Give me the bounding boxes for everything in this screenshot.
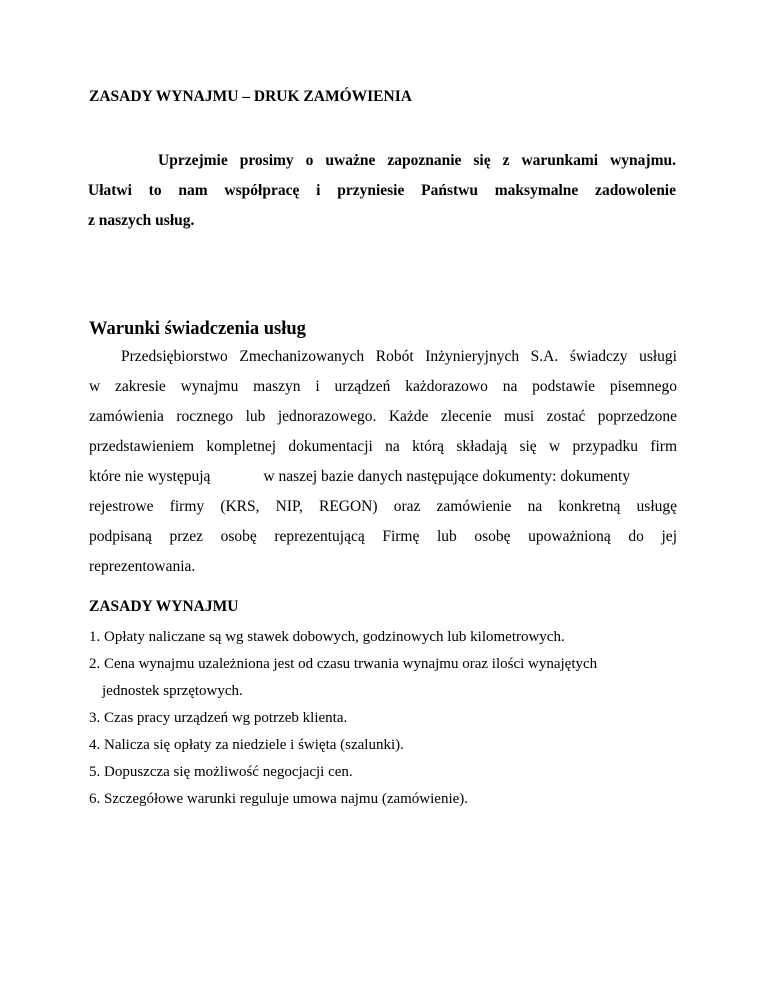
rule-item: [89, 651, 709, 705]
paragraph-line: zamówienia rocznego lub jednorazowego. Każde zlecenie musi zostać poprzedzone: [89, 408, 677, 425]
rule-item: 4. Nalicza się opłaty za niedziele i święta (szalunki).: [89, 737, 404, 753]
rule-item: 3. Czas pracy urządzeń wg potrzeb klienta.: [89, 710, 348, 726]
paragraph-line: rejestrowe firmy (KRS, NIP, REGON) oraz zamówienie na konkretną usługę: [89, 498, 677, 515]
paragraph-line-part: które nie występują: [89, 468, 211, 485]
rules-list: [89, 624, 709, 813]
conditions-heading: Warunki świadczenia usług: [89, 319, 306, 339]
intro-line: Uprzejmie prosimy o uważne zapoznanie się z warunkami wynajmu.: [158, 152, 676, 169]
rule-item: 1. Opłaty naliczane są wg stawek dobowych, godzinowych lub kilometrowych.: [89, 629, 565, 645]
rule-item: 6. Szczegółowe warunki reguluje umowa najmu (zamówienie).: [89, 791, 469, 807]
document-title: ZASADY WYNAJMU – DRUK ZAMÓWIENIA: [89, 88, 412, 105]
rule-item-text: 2. Cena wynajmu uzależniona jest od czasu trwania wynajmu oraz ilości wynajętych: [89, 656, 598, 672]
paragraph-line: podpisaną przez osobę reprezentującą Firmę lub osobę upoważnioną do jej: [89, 528, 677, 545]
paragraph-line: w zakresie wynajmu maszyn i urządzeń każdorazowo na podstawie pisemnego: [89, 378, 677, 395]
intro-line: z naszych usług.: [88, 212, 195, 229]
paragraph-line: reprezentowania.: [89, 558, 196, 575]
rule-item-continuation: jednostek sprzętowych.: [102, 683, 243, 699]
paragraph-line-part: w naszej bazie danych następujące dokumenty: dokumenty: [263, 468, 631, 485]
paragraph-line: [89, 462, 677, 492]
intro-paragraph: [88, 146, 676, 236]
rule-item: 5. Dopuszcza się możliwość negocjacji cen.: [89, 764, 353, 780]
paragraph-line: Przedsiębiorstwo Zmechanizowanych Robót Inżynieryjnych S.A. świadczy usługi: [121, 348, 677, 365]
intro-line: Ułatwi to nam współpracę i przyniesie Państwu maksymalne zadowolenie: [88, 182, 676, 199]
conditions-paragraph: [89, 342, 677, 582]
paragraph-line: przedstawieniem kompletnej dokumentacji na którą składają się w przypadku firm: [89, 438, 677, 455]
rules-heading: ZASADY WYNAJMU: [89, 598, 239, 615]
